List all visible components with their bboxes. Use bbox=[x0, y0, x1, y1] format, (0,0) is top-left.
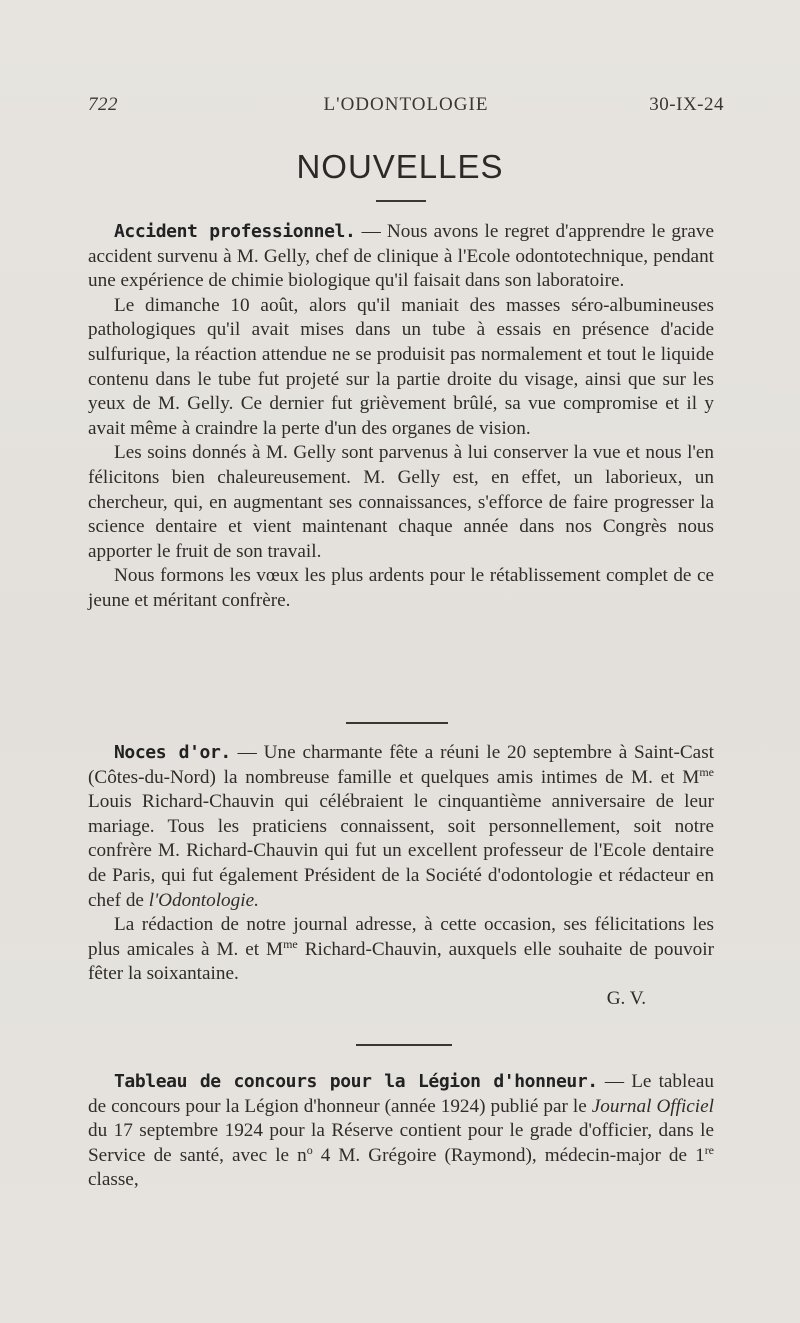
superscript: re bbox=[704, 1142, 715, 1157]
page-title: NOUVELLES bbox=[296, 148, 504, 185]
journal-title: l'Odontologie. bbox=[148, 889, 259, 911]
superscript: me bbox=[283, 936, 298, 951]
paragraph-text: 4 M. Grégoire (Raymond), médecin-major de 1 bbox=[312, 1144, 705, 1166]
issue-date: 30-IX-24 bbox=[649, 94, 724, 115]
paragraph bbox=[88, 741, 714, 913]
section-heading: Accident professionnel. bbox=[114, 221, 356, 242]
paragraph: Les soins donnés à M. Gelly sont parvenus à lui conserver la vue et nous l'en félicitons bien chaleureusement. M. Gelly est, en effet, un laborieux, un chercheur, qui, en augmentant ses connaissances, s'efforce de faire progresser la science dentaire et vient maintenant chaque année dans nos Congrès nous apporter le fruit de son travail. bbox=[88, 442, 714, 562]
signature: G. V. bbox=[606, 987, 646, 1009]
section-divider bbox=[346, 722, 448, 724]
journal-name: L'ODONTOLOGIE bbox=[323, 94, 489, 115]
paragraph-text: Richard-Chauvin, auxquels elle souhaite de pouvoir fêter la soixantaine. bbox=[88, 938, 714, 985]
paragraph-text: Louis Richard-Chauvin qui célébraient le cinquantième anniversaire de leur mariage. Tous les praticiens connaissent, soit personnellement, soit notre confrère M. Richard-Chauvin qui fut un excellent professeur de l'Ecole dentaire de Paris, qui fut également Président de la Société d'odontologie et rédacteur en chef de bbox=[88, 791, 714, 911]
title-rule bbox=[376, 200, 426, 202]
paragraph-text: La rédaction de notre journal adresse, à cette occasion, ses félicitations les plus amicales à M. et M bbox=[88, 914, 714, 960]
superscript: me bbox=[699, 764, 714, 779]
journal-title: Journal Officiel bbox=[591, 1095, 714, 1117]
paragraph bbox=[88, 220, 714, 294]
paragraph: Le dimanche 10 août, alors qu'il maniait des masses séro-albumineuses pathologiques qu'il avait mises dans un tube à essais en présence d'acide sulfurique, la réaction attendue ne se produisit pas normalement et tout le liquide contenu dans le tube fut projeté sur la partie droite du visage, ainsi que sur les yeux de M. Gelly. Ce dernier fut grièvement brûlé, sa vue compromise et il y avait même à craindre la perte d'un des organes de vision. bbox=[88, 294, 714, 439]
paragraph-text: classe, bbox=[88, 1169, 139, 1191]
section-noces bbox=[88, 741, 714, 1012]
paragraph-text: — Nous avons le regret d'apprendre le grave accident survenu à M. Gelly, chef de clinique à l'Ecole odontotechnique, pendant une expérience de chimie biologique qu'il faisait dans son laboratoire. bbox=[88, 221, 714, 292]
paragraph: Nous formons les vœux les plus ardents pour le rétablissement complet de ce jeune et méritant confrère. bbox=[88, 565, 714, 611]
paragraph-text: — Le tableau de concours pour la Légion d'honneur (année 1924) publié par le bbox=[88, 1071, 714, 1117]
page-number: 722 bbox=[88, 94, 118, 115]
section-accident bbox=[88, 220, 714, 614]
section-heading: Tableau de concours pour la Légion d'honneur. bbox=[114, 1071, 598, 1092]
section-heading: Noces d'or. bbox=[114, 742, 231, 763]
paragraph bbox=[88, 1070, 714, 1193]
paragraph-text: du 17 septembre 1924 pour la Réserve contient pour le grade d'officier, dans le Service de santé, avec le n bbox=[88, 1120, 714, 1166]
paragraph bbox=[88, 913, 714, 987]
section-tableau bbox=[88, 1070, 714, 1193]
running-head bbox=[88, 94, 724, 120]
paragraph-text: — Une charmante fête a réuni le 20 septembre à Saint-Cast (Côtes-du-Nord) la nombreuse famille et quelques amis intimes de M. et M bbox=[88, 742, 715, 788]
superscript: o bbox=[306, 1142, 313, 1157]
section-divider bbox=[356, 1044, 452, 1046]
